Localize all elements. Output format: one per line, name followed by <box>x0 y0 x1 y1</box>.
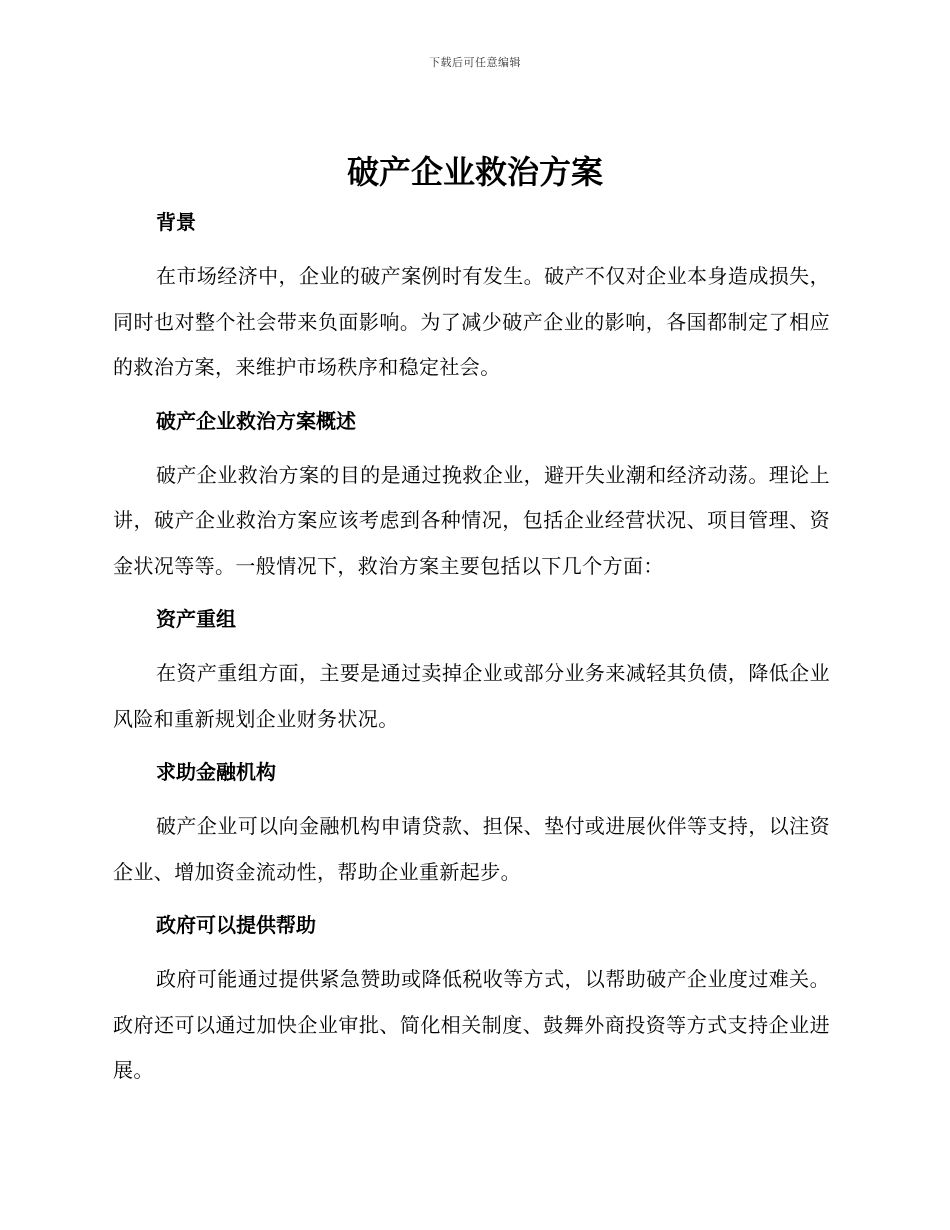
section-paragraph: 破产企业救治方案的目的是通过挽救企业，避开失业潮和经济动荡。理论上讲，破产企业救治方案应该考虑到各种情况，包括企业经营状况、项目管理、资金状况等等。一般情况下，救治方案主要包括以下几个方面： <box>113 462 830 578</box>
section-heading: 求助金融机构 <box>156 760 276 784</box>
section-asset-restructuring <box>113 601 830 742</box>
section-financial-institutions <box>113 754 830 895</box>
header-note: 下载后可任意编辑 <box>429 56 521 69</box>
section-paragraph: 破产企业可以向金融机构申请贷款、担保、垫付或进展伙伴等支持，以注资企业、增加资金流动性，帮助企业重新起步。 <box>113 814 830 884</box>
document-body <box>113 204 830 1106</box>
section-heading: 资产重组 <box>156 607 236 631</box>
section-overview <box>113 403 830 590</box>
section-paragraph: 政府可能通过提供紧急赞助或降低税收等方式，以帮助破产企业度过难关。政府还可以通过加快企业审批、简化相关制度、鼓舞外商投资等方式支持企业进展。 <box>113 967 830 1082</box>
section-paragraph: 在资产重组方面，主要是通过卖掉企业或部分业务来减轻其负债，降低企业风险和重新规划企业财务状况。 <box>113 661 830 731</box>
document-title: 破产企业救治方案 <box>346 153 603 191</box>
section-heading: 背景 <box>156 210 196 234</box>
section-government-help <box>113 907 830 1094</box>
section-heading: 破产企业救治方案概述 <box>156 408 356 433</box>
section-heading: 政府可以提供帮助 <box>156 913 316 937</box>
section-background <box>113 204 830 391</box>
section-paragraph: 在市场经济中，企业的破产案例时有发生。破产不仅对企业本身造成损失，同时也对整个社会带来负面影响。为了减少破产企业的影响，各国都制定了相应的救治方案，来维护市场秩序和稳定社会。 <box>113 264 830 379</box>
